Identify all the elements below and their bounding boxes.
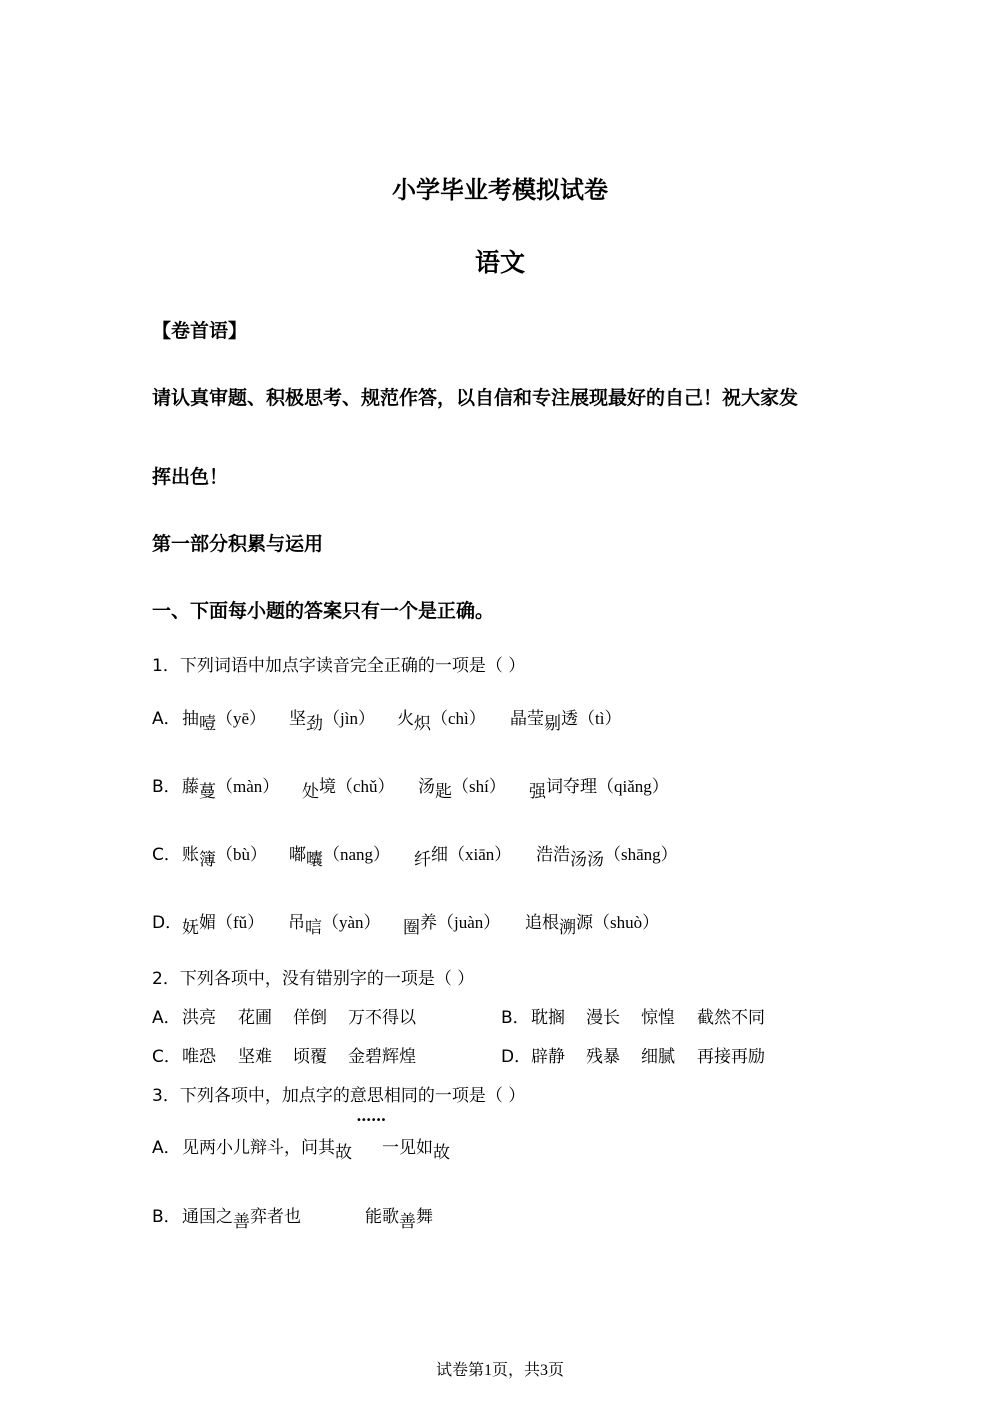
- option-word: 追根溯源（shuò）: [525, 913, 660, 938]
- question-1-stem: 1．下列词语中加点字读音完全正确的一项是（ ）: [152, 656, 526, 676]
- option-word: 抽噎（yē）: [182, 709, 267, 734]
- option-word: 残暴: [586, 1047, 620, 1067]
- option-word: 处境（chǔ）: [302, 777, 395, 802]
- option-label: D．: [152, 913, 183, 933]
- option-word: 晶莹剔透（tì）: [510, 709, 622, 734]
- option-word: 顷覆: [293, 1047, 327, 1067]
- option-word: 坚难: [238, 1047, 272, 1067]
- option-word: 强词夺理（qiǎng）: [529, 777, 669, 802]
- option-word: 嘟囔（nang）: [289, 845, 391, 870]
- option-label: B．: [152, 777, 181, 797]
- option-word: 花圃: [238, 1008, 272, 1028]
- option-word: 惊惶: [641, 1008, 675, 1028]
- option-word: 金碧辉煌: [348, 1047, 416, 1067]
- option-word: 坚劲（jìn）: [289, 709, 375, 734]
- page-footer: 试卷第1页，共3页: [435, 1362, 564, 1379]
- option-word: 纤细（xiān）: [414, 845, 512, 870]
- option-left-phrase: 通国之善弈者也: [182, 1207, 301, 1232]
- option-word: 细腻: [641, 1047, 675, 1067]
- q1-option-d: [152, 908, 852, 938]
- option-word: 唯恐: [182, 1047, 216, 1067]
- option-word: 浩浩汤汤（shāng）: [536, 845, 678, 870]
- option-word: 圈养（juàn）: [403, 913, 501, 938]
- option-word: 漫长: [586, 1008, 620, 1028]
- question-3-stem: 3．下列各项中，加点字的意思相同的一项是（ ）: [152, 1086, 526, 1106]
- option-label: A．: [152, 1008, 181, 1028]
- q2-options-row-1: [152, 1003, 852, 1029]
- subject-title: 语文: [474, 248, 525, 277]
- q1-option-c: [152, 840, 852, 870]
- option-right-phrase: 能歌善舞: [365, 1207, 433, 1232]
- part-heading: 第一部分积累与运用: [152, 533, 324, 555]
- option-label: D．: [501, 1047, 532, 1067]
- option-label: B．: [152, 1207, 181, 1227]
- option-word: 万不得以: [348, 1008, 416, 1028]
- q2-options-row-2: [152, 1042, 852, 1068]
- preface-heading: 【卷首语】: [152, 320, 248, 342]
- option-label: C．: [152, 1047, 181, 1067]
- q1-option-a: [152, 704, 852, 734]
- option-word: 火炽（chì）: [397, 709, 486, 734]
- option-label: A．: [152, 1138, 181, 1158]
- q3-option-a: [152, 1115, 852, 1163]
- option-label: A．: [152, 709, 181, 729]
- q1-option-b: [152, 772, 852, 802]
- emphasis-dots: ••••••: [356, 1115, 386, 1126]
- option-label: C．: [152, 845, 181, 865]
- option-word: 吊唁（yàn）: [288, 913, 381, 938]
- preface-line-2: 挥出色！: [152, 466, 229, 488]
- option-word: 佯倒: [293, 1008, 327, 1028]
- option-word: 藤蔓（màn）: [182, 777, 280, 802]
- section-heading: 一、下面每小题的答案只有一个是正确。: [152, 600, 495, 622]
- option-word: 洪亮: [182, 1008, 216, 1028]
- option-word: 辟静: [531, 1047, 565, 1067]
- q3-option-b: [152, 1202, 852, 1232]
- exam-title: 小学毕业考模拟试卷: [392, 176, 608, 204]
- option-right-phrase: 一见如故: [382, 1138, 450, 1163]
- option-word: 耽搁: [531, 1008, 565, 1028]
- option-word: 妩媚（fǔ）: [182, 913, 265, 938]
- option-word: 账簿（bù）: [182, 845, 267, 870]
- preface-line-1: 请认真审题、积极思考、规范作答，以自信和专注展现最好的自己！祝大家发: [152, 387, 799, 409]
- option-left-phrase: 见两小儿辩斗，问其故: [182, 1138, 352, 1163]
- option-word: 汤匙（shí）: [418, 777, 506, 802]
- option-label: B．: [501, 1008, 530, 1028]
- question-2-stem: 2．下列各项中，没有错别字的一项是（ ）: [152, 969, 475, 989]
- option-word: 再接再励: [697, 1047, 765, 1067]
- option-word: 截然不同: [697, 1008, 765, 1028]
